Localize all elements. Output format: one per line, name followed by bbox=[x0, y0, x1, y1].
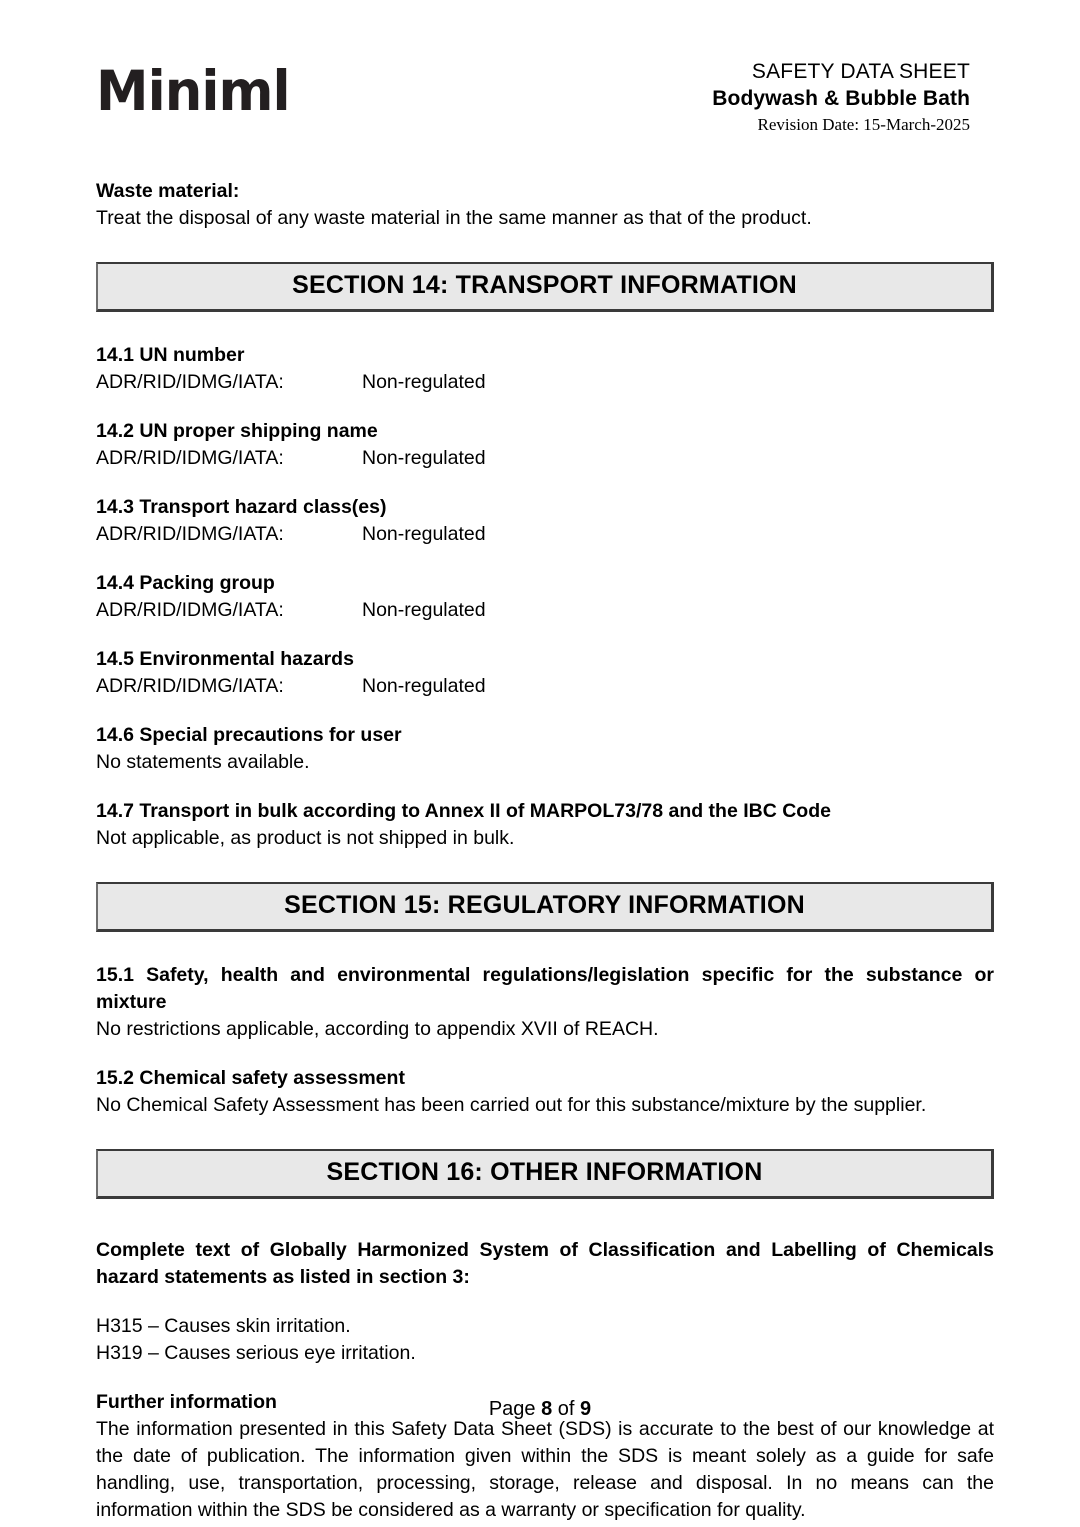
waste-material-heading: Waste material: bbox=[96, 180, 240, 202]
document-body bbox=[96, 178, 994, 1524]
section-16-bar: SECTION 16: OTHER INFORMATION bbox=[96, 1149, 994, 1199]
item-14-5 bbox=[96, 646, 994, 700]
miniml-logo: Miniml bbox=[96, 59, 290, 123]
item-14-1-heading: 14.1 UN number bbox=[96, 344, 245, 366]
item-14-3-heading: 14.3 Transport hazard class(es) bbox=[96, 496, 387, 518]
item-14-6-text: No statements available. bbox=[96, 751, 310, 773]
ghs-hazard-heading: Complete text of Globally Harmonized System of Classification and Labelling of Chemicals hazard statements as listed in section 3: bbox=[96, 1239, 994, 1288]
item-14-2-row bbox=[96, 445, 994, 472]
item-14-4-value: Non-regulated bbox=[362, 599, 486, 621]
document-type-title: SAFETY DATA SHEET bbox=[751, 60, 970, 83]
further-information-text: The information presented in this Safety Data Sheet (SDS) is accurate to the best of our knowledge at the date of publication. The information given within the SDS is meant solely as a guide for safe handling, use, transportation, processing, storage, release and disposal. In no means can the information within the SDS be considered as a warranty or specification for quality. bbox=[96, 1418, 994, 1521]
item-14-2 bbox=[96, 418, 994, 472]
item-14-4 bbox=[96, 570, 994, 624]
item-14-5-row bbox=[96, 673, 994, 700]
item-14-4-row bbox=[96, 597, 994, 624]
item-14-1-row bbox=[96, 369, 994, 396]
item-15-2-heading: 15.2 Chemical safety assessment bbox=[96, 1067, 405, 1089]
document-header bbox=[96, 58, 984, 154]
item-14-2-label: ADR/RID/IDMG/IATA: bbox=[96, 447, 284, 469]
item-14-6-heading: 14.6 Special precautions for user bbox=[96, 724, 402, 746]
item-14-7 bbox=[96, 798, 994, 852]
footer-prefix: Page bbox=[488, 1398, 542, 1420]
item-15-1-text: No restrictions applicable, according to appendix XVII of REACH. bbox=[96, 1018, 659, 1040]
item-14-3 bbox=[96, 494, 994, 548]
item-15-1-heading: 15.1 Safety, health and environmental regulations/legislation specific for the substance or mixture bbox=[96, 964, 994, 1013]
item-14-5-heading: 14.5 Environmental hazards bbox=[96, 648, 354, 670]
item-15-2-text: No Chemical Safety Assessment has been carried out for this substance/mixture by the supplier. bbox=[96, 1094, 927, 1116]
item-14-3-label: ADR/RID/IDMG/IATA: bbox=[96, 523, 284, 545]
further-information-heading: Further information bbox=[96, 1391, 277, 1413]
item-14-7-heading: 14.7 Transport in bulk according to Annex II of MARPOL73/78 and the IBC Code bbox=[96, 800, 831, 822]
page-footer bbox=[0, 1396, 1080, 1422]
hazard-statement-h319: H319 – Causes serious eye irritation. bbox=[96, 1342, 416, 1364]
footer-total-pages: 9 bbox=[580, 1398, 592, 1420]
item-14-7-text: Not applicable, as product is not shipped in bulk. bbox=[96, 827, 515, 849]
item-14-5-value: Non-regulated bbox=[362, 675, 486, 697]
footer-middle: of bbox=[552, 1398, 581, 1420]
item-14-3-row bbox=[96, 521, 994, 548]
item-14-3-value: Non-regulated bbox=[362, 523, 486, 545]
revision-date: Revision Date: 15-March-2025 bbox=[757, 115, 970, 134]
hazard-statements-list bbox=[96, 1313, 994, 1367]
section-15-bar: SECTION 15: REGULATORY INFORMATION bbox=[96, 882, 994, 932]
item-14-1 bbox=[96, 342, 994, 396]
footer-page-number: 8 bbox=[541, 1398, 553, 1420]
section-14-bar: SECTION 14: TRANSPORT INFORMATION bbox=[96, 262, 994, 312]
item-14-4-heading: 14.4 Packing group bbox=[96, 572, 275, 594]
item-14-5-label: ADR/RID/IDMG/IATA: bbox=[96, 675, 284, 697]
waste-material-text: Treat the disposal of any waste material in the same manner as that of the product. bbox=[96, 207, 812, 229]
item-14-2-value: Non-regulated bbox=[362, 447, 486, 469]
header-right-block bbox=[712, 58, 970, 137]
item-15-1 bbox=[96, 962, 994, 1043]
item-14-1-value: Non-regulated bbox=[362, 371, 486, 393]
item-14-4-label: ADR/RID/IDMG/IATA: bbox=[96, 599, 284, 621]
item-14-2-heading: 14.2 UN proper shipping name bbox=[96, 420, 378, 442]
waste-material-block bbox=[96, 178, 994, 232]
item-14-1-label: ADR/RID/IDMG/IATA: bbox=[96, 371, 284, 393]
item-15-2 bbox=[96, 1065, 994, 1119]
item-14-6 bbox=[96, 722, 994, 776]
product-name: Bodywash & Bubble Bath bbox=[712, 87, 970, 110]
hazard-statement-h315: H315 – Causes skin irritation. bbox=[96, 1315, 351, 1337]
